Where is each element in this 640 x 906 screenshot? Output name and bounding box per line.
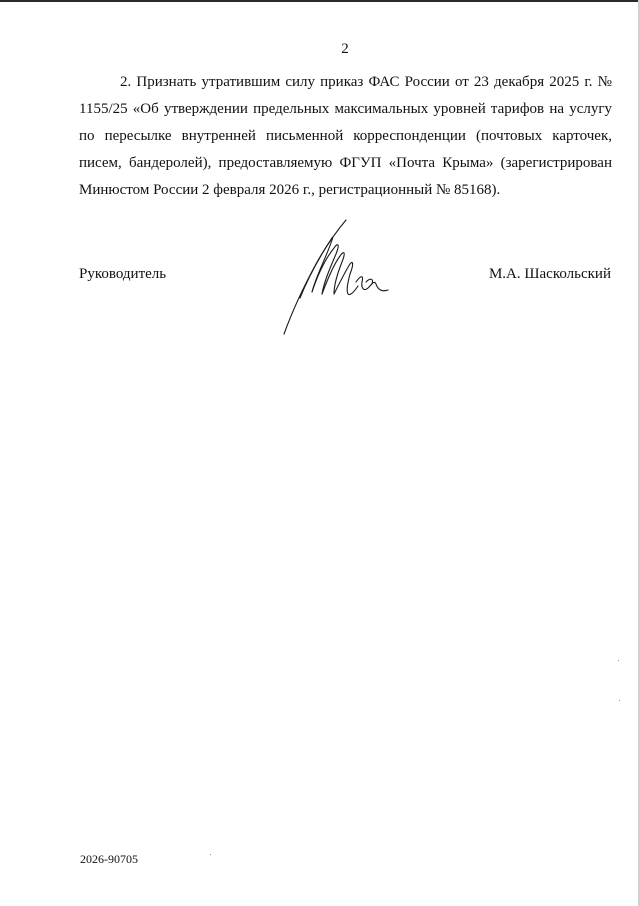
scan-speck xyxy=(618,660,619,661)
scan-speck xyxy=(619,700,620,701)
scan-top-edge xyxy=(0,0,640,2)
body-text xyxy=(79,69,612,204)
paragraph-2: 2. Признать утратившим силу приказ ФАС России от 23 декабря 2025 г. № 1155/25 «Об утверждении предельных максимальных уровней тарифов на услугу по пересылке внутренней письменной корреспонденции (почтовых карточек, писем, бандеролей), предоставляемую ФГУП «Почта Крыма» (зарегистрирован Минюстом России 2 февраля 2026 г., регистрационный № 85168). xyxy=(79,74,612,198)
signatory-name: М.А. Шаскольский xyxy=(488,266,611,282)
signatory-title: Руководитель xyxy=(79,266,167,282)
document-code: 2026-90705 xyxy=(80,852,138,866)
scan-speck xyxy=(210,854,211,855)
handwritten-signature-icon xyxy=(270,212,400,342)
page-number: 2 xyxy=(341,41,349,57)
